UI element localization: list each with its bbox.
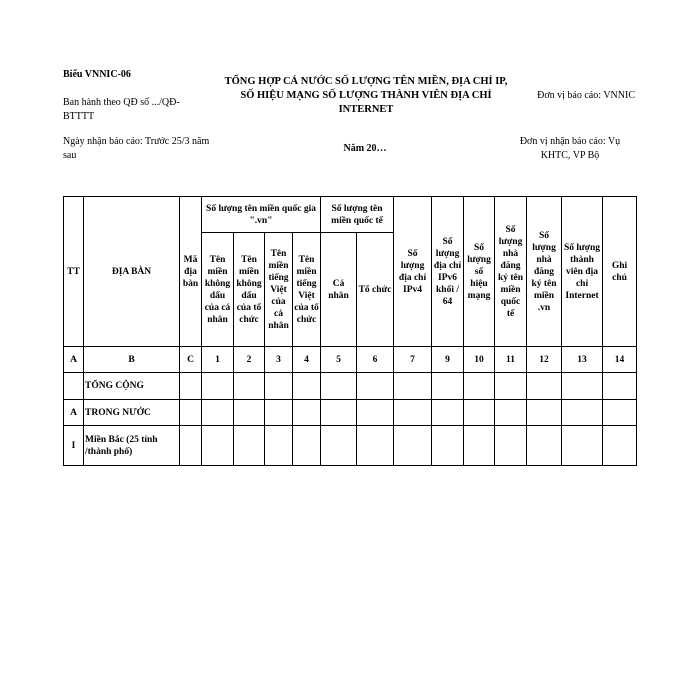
index-cell: 1 xyxy=(202,347,234,373)
form-code: Biểu VNNIC-06 xyxy=(63,69,131,80)
header-vn-sub: Tên miền không dấu của tổ chức xyxy=(234,233,265,347)
header-intl-sub: Tổ chức xyxy=(357,233,394,347)
index-row xyxy=(64,347,637,373)
row-tt xyxy=(64,373,84,400)
row-area: TỔNG CỘNG xyxy=(84,373,180,400)
issued-by-text: Ban hành theo QĐ số .../QĐ-BTTTT xyxy=(63,97,180,122)
index-cell: B xyxy=(84,347,180,373)
header-vn-sub: Tên miền tiếng Việt của tổ chức xyxy=(293,233,321,347)
report-title: TỔNG HỢP CẢ NƯỚC SỐ LƯỢNG TÊN MIỀN, ĐỊA CHỈ IP, SỐ HIỆU MẠNG SỐ LƯỢNG THÀNH VIÊN ĐỊA CHỈ INTERNET xyxy=(224,76,508,115)
index-cell: 13 xyxy=(562,347,603,373)
index-cell: 9 xyxy=(432,347,464,373)
index-cell: 2 xyxy=(234,347,265,373)
header-note: Ghi chú xyxy=(603,197,637,347)
index-cell: C xyxy=(180,347,202,373)
header-intl-domains: Số lượng tên miền quốc tế xyxy=(321,197,394,233)
header-area: ĐỊA BÀN xyxy=(84,197,180,347)
header-asn: Số lượng số hiệu mạng xyxy=(464,197,495,347)
index-cell: 4 xyxy=(293,347,321,373)
table-row xyxy=(64,426,637,466)
row-tt: I xyxy=(64,426,84,466)
header-tt: TT xyxy=(64,197,84,347)
index-cell: 5 xyxy=(321,347,357,373)
header-members: Số lượng thành viên địa chỉ Internet xyxy=(562,197,603,347)
index-cell: 10 xyxy=(464,347,495,373)
report-year: Năm 20… xyxy=(343,143,387,154)
header-ipv4: Số lượng địa chỉ IPv4 xyxy=(394,197,432,347)
index-cell: 7 xyxy=(394,347,432,373)
row-area: Miền Bắc (25 tỉnh /thành phố) xyxy=(84,426,180,466)
header-area-code: Mã địa bàn xyxy=(180,197,202,347)
receive-date-text: Ngày nhận báo cáo: Trước 25/3 năm sau xyxy=(63,136,210,161)
index-cell: 14 xyxy=(603,347,637,373)
header-vn-domains: Số lượng tên miền quốc gia ".vn" xyxy=(202,197,321,233)
header-vn-sub: Tên miền tiếng Việt của cá nhân xyxy=(265,233,293,347)
index-cell: 11 xyxy=(495,347,527,373)
header-intl-registrars: Số lượng nhà đăng ký tên miền quốc tế xyxy=(495,197,527,347)
report-table xyxy=(63,196,637,466)
row-area: TRONG NƯỚC xyxy=(84,400,180,426)
receiving-unit: Đơn vị nhận báo cáo: Vụ KHTC, VP Bộ xyxy=(519,136,621,161)
header-intl-sub: Cá nhân xyxy=(321,233,357,347)
reporting-unit: Đơn vị báo cáo: VNNIC xyxy=(537,90,635,101)
index-cell: 12 xyxy=(527,347,562,373)
index-cell: A xyxy=(64,347,84,373)
index-cell: 6 xyxy=(357,347,394,373)
header-vn-registrars: Số lượng nhà đăng ký tên miền .vn xyxy=(527,197,562,347)
table-row xyxy=(64,400,637,426)
row-tt: A xyxy=(64,400,84,426)
header-vn-sub: Tên miền không dấu của cá nhân xyxy=(202,233,234,347)
index-cell: 3 xyxy=(265,347,293,373)
header-ipv6: Số lượng địa chỉ IPv6 khối / 64 xyxy=(432,197,464,347)
table-row xyxy=(64,373,637,400)
